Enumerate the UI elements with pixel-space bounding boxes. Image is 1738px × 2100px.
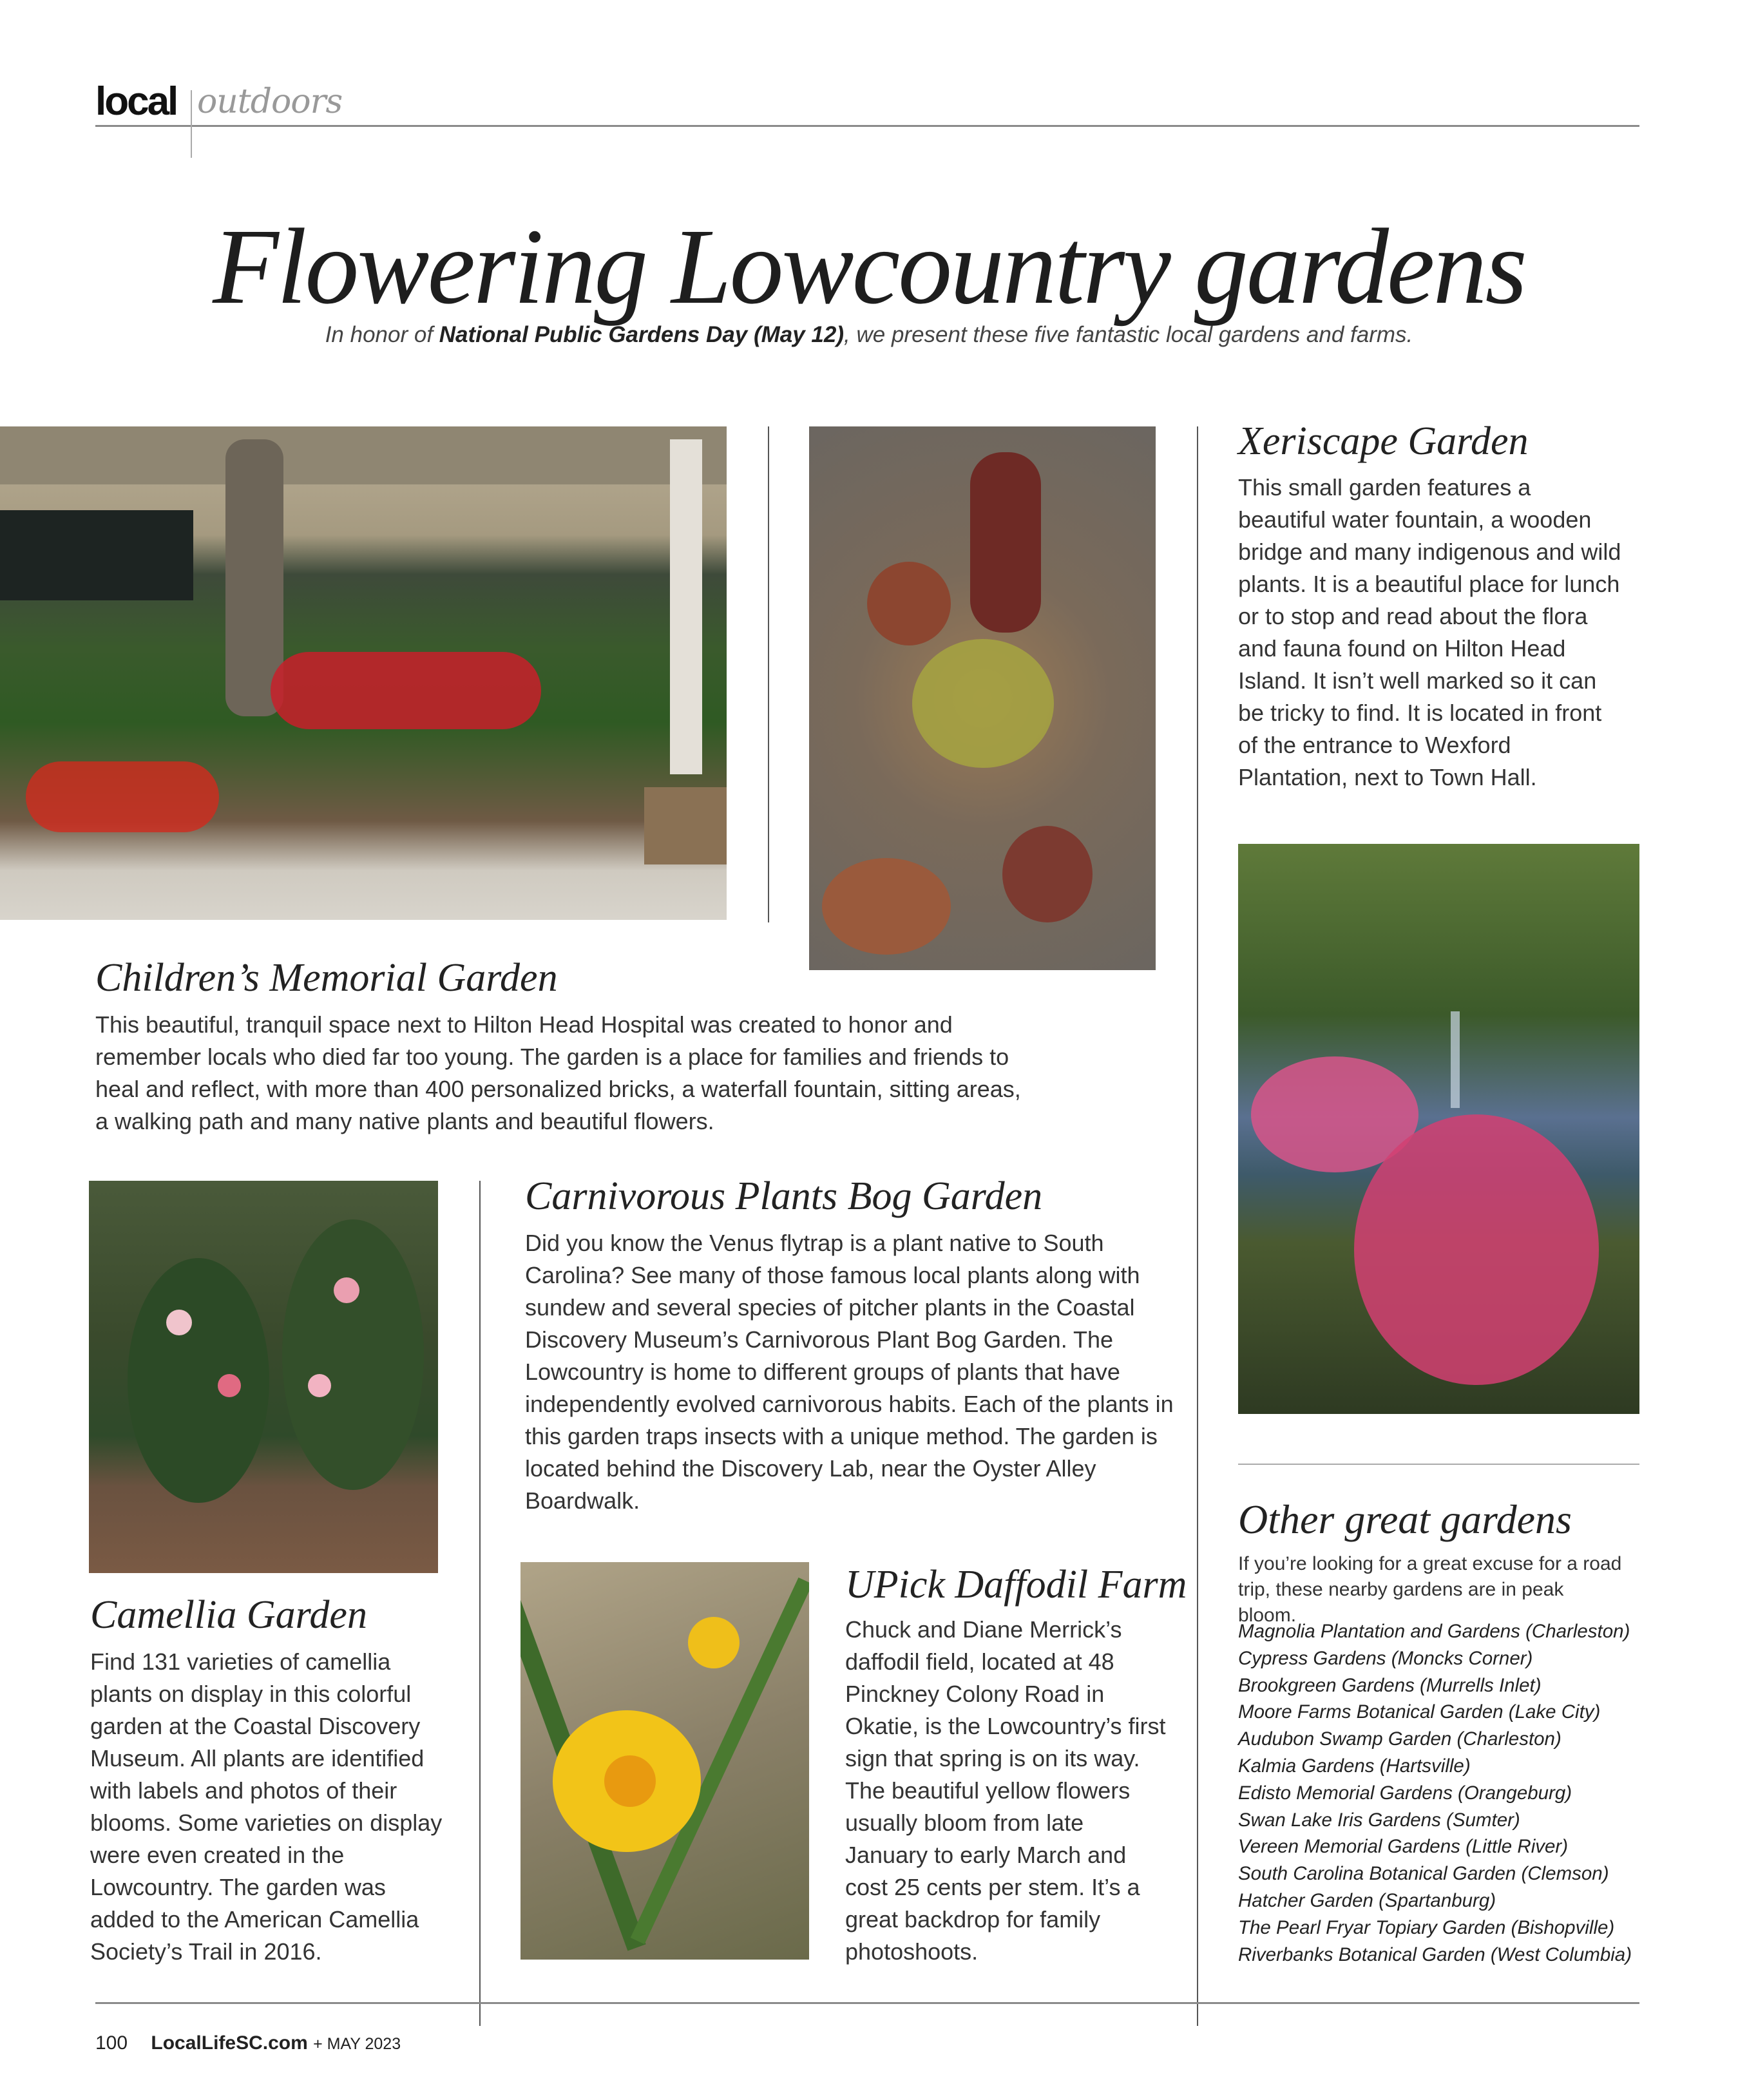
list-item: Vereen Memorial Gardens (Little River) [1238, 1836, 1569, 1858]
xeriscape-heading: Xeriscape Garden [1238, 419, 1529, 463]
sidebar-rule [1238, 1464, 1639, 1465]
list-item: Riverbanks Botanical Garden (West Columbia) [1238, 1943, 1632, 1965]
childrens-garden-photo [0, 426, 727, 920]
column-divider [1197, 426, 1198, 2026]
list-item: Edisto Memorial Gardens (Orangeburg) [1238, 1782, 1572, 1804]
page-number: 100 [95, 2032, 128, 2054]
column-divider [479, 1181, 481, 2026]
upick-heading: UPick Daffodil Farm [845, 1563, 1187, 1607]
footer-rule [95, 2002, 1639, 2004]
footer-site: LocalLifeSC.com [151, 2032, 308, 2054]
page-subtitle [0, 322, 1738, 348]
list-item: Moore Farms Botanical Garden (Lake City) [1238, 1701, 1601, 1723]
other-gardens-list [1238, 1618, 1632, 1968]
list-item: Audubon Swamp Garden (Charleston) [1238, 1728, 1561, 1750]
list-item: Brookgreen Gardens (Murrells Inlet) [1238, 1674, 1542, 1696]
subtitle-pre: In honor of [325, 322, 439, 347]
header-rule [95, 125, 1639, 127]
subtitle-post: , we present these five fantastic local gardens and farms. [844, 322, 1413, 347]
footer-issue: + MAY 2023 [313, 2035, 401, 2053]
page-title: Flowering Lowcountry gardens [213, 207, 1525, 327]
carnivorous-heading: Carnivorous Plants Bog Garden [525, 1174, 1043, 1218]
camellia-heading: Camellia Garden [90, 1593, 367, 1637]
list-item: The Pearl Fryar Topiary Garden (Bishopville) [1238, 1916, 1615, 1938]
list-item: Swan Lake Iris Gardens (Sumter) [1238, 1809, 1520, 1831]
list-item: South Carolina Botanical Garden (Clemson) [1238, 1863, 1609, 1885]
subsection-label: outdoors [197, 82, 343, 121]
other-gardens-heading: Other great gardens [1238, 1496, 1572, 1542]
list-item: Kalmia Gardens (Hartsville) [1238, 1755, 1471, 1777]
column-divider [768, 426, 769, 922]
childrens-body: This beautiful, tranquil space next to Hilton Head Hospital was created to honor and remember locals who died far too young. The garden is a place for families and friends to heal and reflect, with more than 400 personalized bricks, a waterfall fountain, sitting areas, a walking path and many native plants and beautiful flowers. [95, 1011, 1021, 1134]
header-divider [191, 90, 192, 158]
list-item: Cypress Gardens (Moncks Corner) [1238, 1647, 1533, 1669]
upick-body: Chuck and Diane Merrick’s daffodil field, located at 48 Pinckney Colony Road in Okatie, is the Lowcountry’s first sign that spring is on its way. The beautiful yellow flowers usually bloom from late January to early March and cost 25 cents per stem. It’s a great backdrop for family photoshoots. [845, 1616, 1166, 1965]
footer [95, 2032, 401, 2054]
childrens-heading: Children’s Memorial Garden [95, 956, 558, 1000]
daffodil-photo [520, 1562, 809, 1960]
subtitle-bold: National Public Gardens Day (May 12) [439, 322, 845, 347]
list-item: Magnolia Plantation and Gardens (Charleston) [1238, 1621, 1630, 1642]
section-label: local [95, 79, 177, 124]
other-gardens-intro: If you’re looking for a great excuse for a road trip, these nearby gardens are in peak bloom. [1238, 1553, 1622, 1626]
list-item: Hatcher Garden (Spartanburg) [1238, 1889, 1496, 1911]
pitcher-plants-photo [809, 426, 1156, 970]
xeriscape-fountain-photo [1238, 844, 1639, 1414]
carnivorous-body: Did you know the Venus flytrap is a plant native to South Carolina? See many of those famous local plants along with sundew and several species of pitcher plants in the Coastal Discovery Museum’s Carnivorous Plant Bog Garden. The Lowcountry is home to different groups of plants that have independently evolved carnivorous habits. Each of the plants in this garden traps insects with a unique method. The garden is located behind the Discovery Lab, near the Oyster Alley Boardwalk. [525, 1230, 1174, 1514]
camellia-body: Find 131 varieties of camellia plants on display in this colorful garden at the Coastal Discovery Museum. All plants are identified with labels and photos of their blooms. Some varieties on display were even created in the Lowcountry. The garden was added to the American Camellia Society’s Trail in 2016. [90, 1648, 443, 1965]
camellia-garden-photo [89, 1181, 438, 1573]
xeriscape-body: This small garden features a beautiful water fountain, a wooden bridge and many indigenous and wild plants. It is a beautiful place for lunch or to stop and read about the flora and fauna found on Hilton Head Island. It isn’t well marked so it can be tricky to find. It is located in front of the entrance to Wexford Plantation, next to Town Hall. [1238, 474, 1621, 790]
